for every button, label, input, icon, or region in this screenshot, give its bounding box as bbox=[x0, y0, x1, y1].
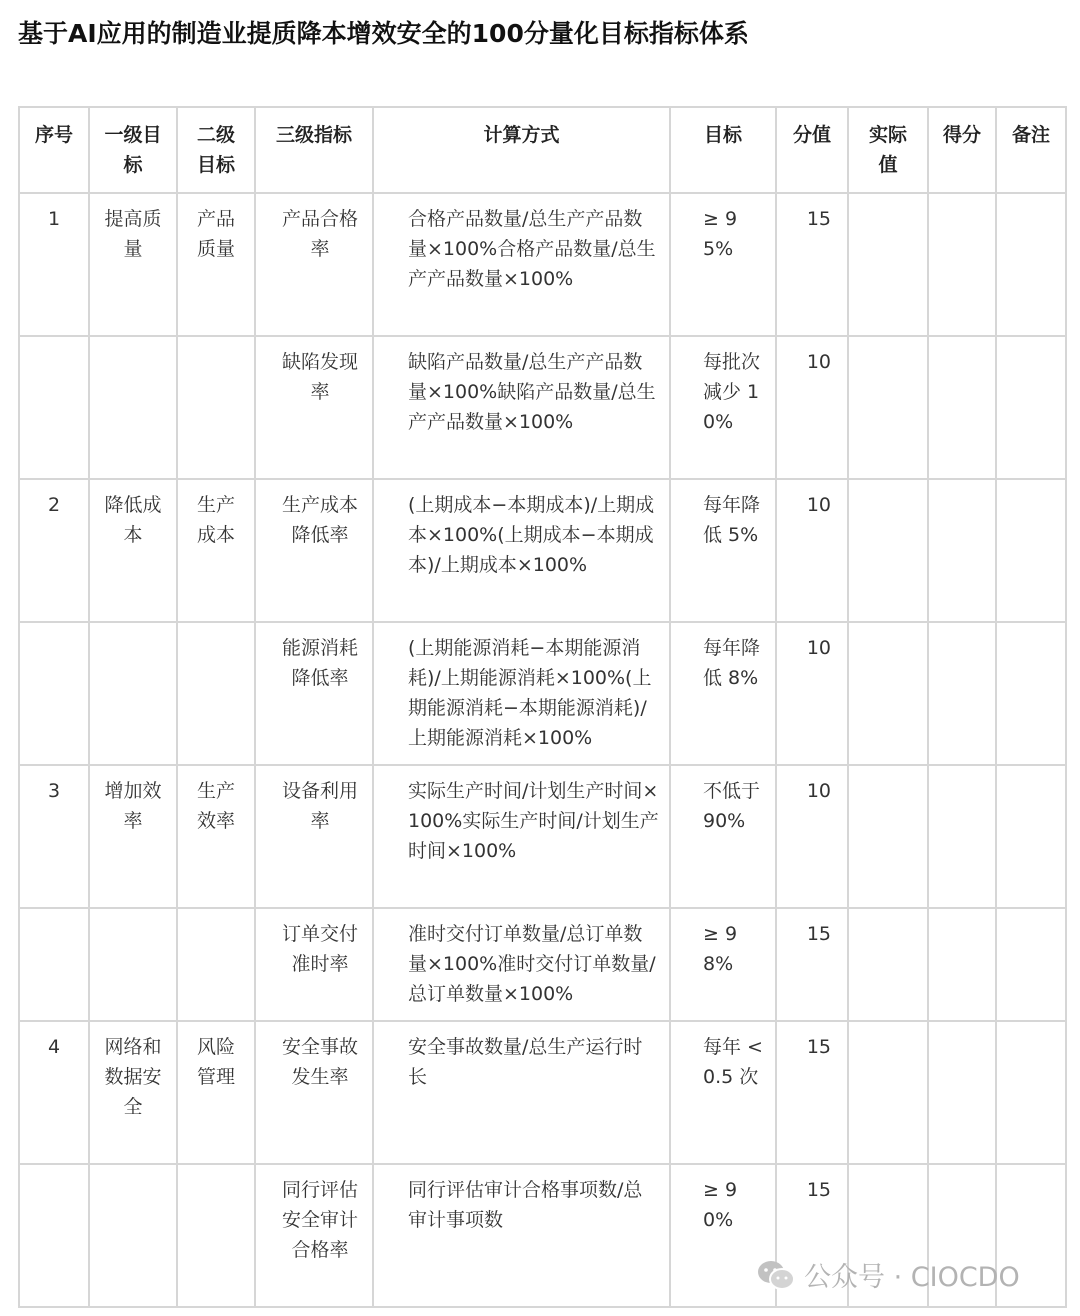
cell-formula: (上期能源消耗−本期能源消耗)/上期能源消耗×100%(上期能源消耗−本期能源消耗)/上期能源消耗×100% bbox=[373, 622, 670, 765]
header-cell: 实际值 bbox=[848, 107, 928, 193]
cell-level1: 提高质量 bbox=[89, 193, 177, 336]
cell-target: 每年降低 8% bbox=[670, 622, 776, 765]
watermark bbox=[756, 1255, 1020, 1294]
cell-score: 10 bbox=[776, 336, 848, 479]
cell-level1: 降低成本 bbox=[89, 479, 177, 622]
cell-level3: 产品合格率 bbox=[255, 193, 373, 336]
table-row bbox=[19, 1021, 1066, 1164]
header-cell: 三级指标 bbox=[255, 107, 373, 193]
cell-level1: 增加效率 bbox=[89, 765, 177, 908]
cell-level3: 设备利用率 bbox=[255, 765, 373, 908]
cell-formula: 安全事故数量/总生产运行时长 bbox=[373, 1021, 670, 1164]
cell-score: 10 bbox=[776, 479, 848, 622]
cell-actual bbox=[848, 336, 928, 479]
header-cell: 二级目标 bbox=[177, 107, 255, 193]
cell-formula: 准时交付订单数量/总订单数量×100%准时交付订单数量/总订单数量×100% bbox=[373, 908, 670, 1021]
cell-score: 15 bbox=[776, 908, 848, 1021]
cell-note bbox=[996, 622, 1066, 765]
cell-note bbox=[996, 765, 1066, 908]
cell-target: 不低于 90% bbox=[670, 765, 776, 908]
cell-actual bbox=[848, 765, 928, 908]
cell-level2 bbox=[177, 336, 255, 479]
cell-target: ≥ 90% bbox=[670, 1164, 776, 1307]
header-cell: 目标 bbox=[670, 107, 776, 193]
header-cell: 得分 bbox=[928, 107, 996, 193]
cell-no bbox=[19, 1164, 89, 1307]
cell-note bbox=[996, 908, 1066, 1021]
cell-no: 3 bbox=[19, 765, 89, 908]
cell-note bbox=[996, 336, 1066, 479]
cell-level2 bbox=[177, 622, 255, 765]
cell-no bbox=[19, 622, 89, 765]
cell-no bbox=[19, 908, 89, 1021]
cell-got bbox=[928, 908, 996, 1021]
cell-score: 10 bbox=[776, 765, 848, 908]
cell-level3: 安全事故发生率 bbox=[255, 1021, 373, 1164]
cell-formula: 合格产品数量/总生产产品数量×100%合格产品数量/总生产产品数量×100% bbox=[373, 193, 670, 336]
header-cell: 序号 bbox=[19, 107, 89, 193]
cell-formula: 实际生产时间/计划生产时间×100%实际生产时间/计划生产时间×100% bbox=[373, 765, 670, 908]
cell-level1 bbox=[89, 1164, 177, 1307]
cell-level2 bbox=[177, 1164, 255, 1307]
wechat-icon bbox=[756, 1258, 796, 1292]
cell-no: 4 bbox=[19, 1021, 89, 1164]
cell-target: ≥ 95% bbox=[670, 193, 776, 336]
cell-level3: 生产成本降低率 bbox=[255, 479, 373, 622]
cell-target: 每批次减少 10% bbox=[670, 336, 776, 479]
cell-got bbox=[928, 622, 996, 765]
cell-formula: 缺陷产品数量/总生产产品数量×100%缺陷产品数量/总生产产品数量×100% bbox=[373, 336, 670, 479]
cell-score: 15 bbox=[776, 1021, 848, 1164]
cell-no: 1 bbox=[19, 193, 89, 336]
cell-formula: (上期成本−本期成本)/上期成本×100%(上期成本−本期成本)/上期成本×100% bbox=[373, 479, 670, 622]
cell-level2: 生产效率 bbox=[177, 765, 255, 908]
cell-got bbox=[928, 765, 996, 908]
cell-level3: 能源消耗降低率 bbox=[255, 622, 373, 765]
cell-level1 bbox=[89, 622, 177, 765]
table-row bbox=[19, 193, 1066, 336]
indicator-table bbox=[18, 106, 1067, 1308]
cell-target: 每年降低 5% bbox=[670, 479, 776, 622]
cell-score: 15 bbox=[776, 193, 848, 336]
cell-level1 bbox=[89, 336, 177, 479]
cell-note bbox=[996, 479, 1066, 622]
cell-no bbox=[19, 336, 89, 479]
cell-level3: 缺陷发现率 bbox=[255, 336, 373, 479]
page-title: 基于AI应用的制造业提质降本增效安全的100分量化目标指标体系 bbox=[18, 19, 749, 48]
header-cell: 计算方式 bbox=[373, 107, 670, 193]
cell-note bbox=[996, 193, 1066, 336]
cell-level1 bbox=[89, 908, 177, 1021]
cell-level2: 产品质量 bbox=[177, 193, 255, 336]
cell-got bbox=[928, 336, 996, 479]
cell-actual bbox=[848, 479, 928, 622]
cell-target: 每年 <0.5 次 bbox=[670, 1021, 776, 1164]
cell-target: ≥ 98% bbox=[670, 908, 776, 1021]
cell-got bbox=[928, 1021, 996, 1164]
header-cell: 备注 bbox=[996, 107, 1066, 193]
cell-level3: 订单交付准时率 bbox=[255, 908, 373, 1021]
header-cell: 分值 bbox=[776, 107, 848, 193]
cell-got bbox=[928, 193, 996, 336]
table-row bbox=[19, 479, 1066, 622]
cell-actual bbox=[848, 622, 928, 765]
cell-actual bbox=[848, 1021, 928, 1164]
cell-note bbox=[996, 1021, 1066, 1164]
cell-level3: 同行评估安全审计合格率 bbox=[255, 1164, 373, 1307]
cell-score: 10 bbox=[776, 622, 848, 765]
cell-no: 2 bbox=[19, 479, 89, 622]
cell-level2: 生产成本 bbox=[177, 479, 255, 622]
table-row bbox=[19, 908, 1066, 1021]
cell-formula: 同行评估审计合格事项数/总审计事项数 bbox=[373, 1164, 670, 1307]
watermark-text: 公众号 · CIOCDO bbox=[804, 1262, 1020, 1293]
cell-actual bbox=[848, 908, 928, 1021]
header-cell: 一级目标 bbox=[89, 107, 177, 193]
table-header-row bbox=[19, 107, 1066, 193]
cell-level1: 网络和数据安全 bbox=[89, 1021, 177, 1164]
table-row bbox=[19, 336, 1066, 479]
table-row bbox=[19, 622, 1066, 765]
cell-got bbox=[928, 479, 996, 622]
cell-level2 bbox=[177, 908, 255, 1021]
table-row bbox=[19, 765, 1066, 908]
cell-actual bbox=[848, 193, 928, 336]
cell-level2: 风险管理 bbox=[177, 1021, 255, 1164]
cell-score: 15 bbox=[776, 1164, 848, 1307]
